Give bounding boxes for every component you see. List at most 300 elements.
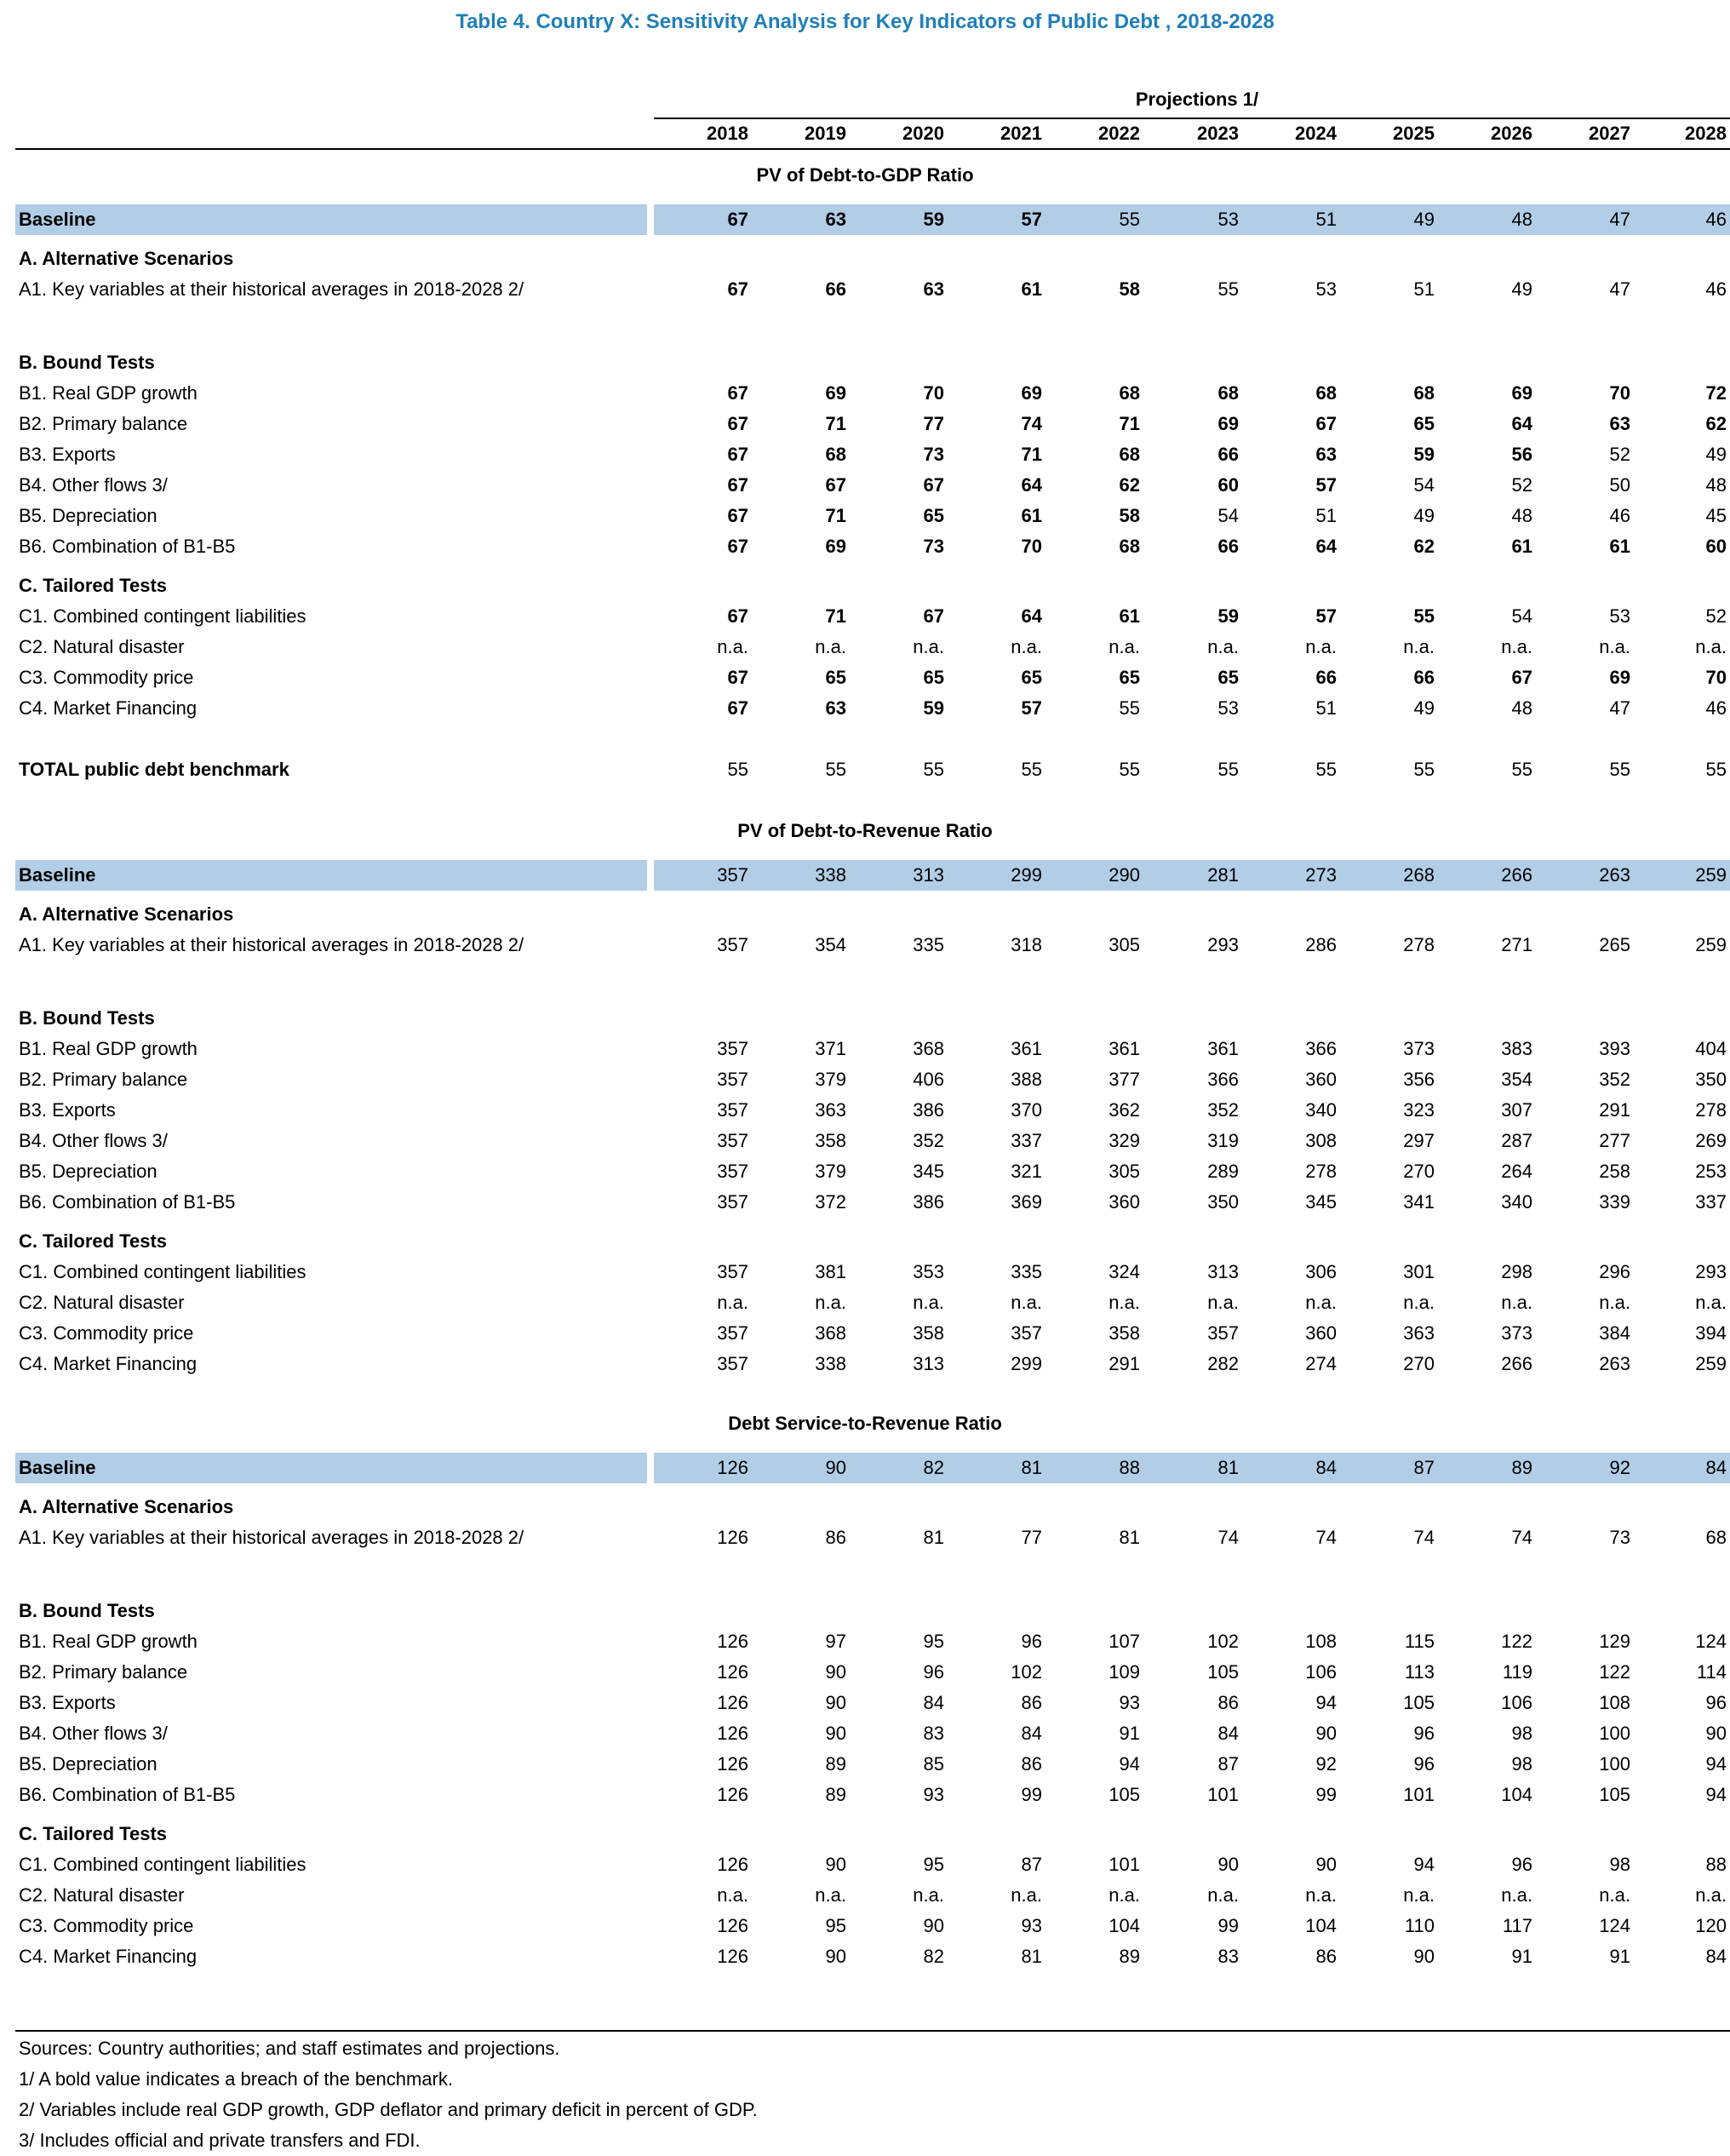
- value-cell-2019: 338: [815, 1353, 846, 1374]
- value-cell-2021: 81: [1021, 1457, 1042, 1478]
- value-cell-2028: n.a.: [1695, 1884, 1727, 1906]
- value-cell-2026: 89: [1511, 1457, 1532, 1478]
- value-cell-2018: 357: [717, 864, 748, 886]
- value-cell-2025: 270: [1403, 1353, 1435, 1374]
- value-cell-2022: 361: [1108, 1038, 1140, 1059]
- value-cell-2019: 90: [825, 1854, 846, 1875]
- value-cell-2024: n.a.: [1305, 636, 1337, 657]
- value-cell-2021: 321: [1011, 1161, 1042, 1182]
- value-cell-2020: 368: [913, 1038, 944, 1059]
- alt-scenario-row: [0, 930, 1730, 960]
- value-cell-2021: 337: [1011, 1130, 1042, 1151]
- value-cell-2028: 46: [1705, 697, 1727, 719]
- value-cell-2018: 357: [717, 934, 748, 955]
- value-cell-2024: 94: [1315, 1692, 1337, 1713]
- value-cell-2026: 266: [1501, 864, 1532, 886]
- value-cell-2019: 354: [815, 934, 846, 955]
- value-cell-2027: 263: [1599, 1353, 1630, 1374]
- value-cell-2026: 122: [1501, 1631, 1532, 1652]
- value-cell-2021: 61: [1021, 278, 1042, 300]
- value-cell-2027: 100: [1599, 1753, 1630, 1775]
- value-cell-2023: 66: [1217, 536, 1239, 557]
- alt-scenario-row: [0, 274, 1730, 305]
- year-header-2023: 2023: [1197, 123, 1239, 144]
- value-cell-2026: n.a.: [1501, 636, 1532, 657]
- value-cell-2018: 67: [727, 209, 748, 230]
- value-cell-2026: 48: [1511, 209, 1532, 230]
- value-cell-2023: n.a.: [1207, 1292, 1239, 1313]
- value-cell-2024: 68: [1315, 382, 1337, 404]
- value-cell-2020: 95: [923, 1631, 944, 1652]
- value-cell-2026: 64: [1511, 413, 1532, 434]
- table-title: Table 4. Country X: Sensitivity Analysis for Key Indicators of Public Debt , 2018-2028: [455, 10, 1275, 33]
- value-cell-2028: 124: [1695, 1631, 1727, 1652]
- value-cell-2020: 65: [923, 667, 944, 688]
- value-cell-2021: 70: [1021, 536, 1042, 557]
- value-cell-2021: 74: [1021, 413, 1042, 434]
- value-cell-2028: 94: [1705, 1784, 1727, 1805]
- value-cell-2018: 357: [717, 1261, 748, 1282]
- value-cell-2020: 90: [923, 1915, 944, 1936]
- value-cell-2021: 77: [1021, 1527, 1042, 1548]
- tailored-tests-header: [0, 1226, 1730, 1257]
- row-label: C3. Commodity price: [19, 667, 194, 688]
- value-cell-2023: 53: [1217, 697, 1239, 719]
- value-cell-2025: 297: [1403, 1130, 1435, 1151]
- value-cell-2026: 106: [1501, 1692, 1532, 1713]
- value-cell-2027: 47: [1609, 209, 1630, 230]
- value-cell-2026: 104: [1501, 1784, 1532, 1805]
- value-cell-2027: 263: [1599, 864, 1630, 886]
- value-cell-2022: 105: [1108, 1784, 1140, 1805]
- value-cell-2028: 96: [1705, 1692, 1727, 1713]
- value-cell-2020: 352: [913, 1130, 944, 1151]
- value-cell-2028: 60: [1705, 536, 1727, 557]
- value-cell-2025: 49: [1413, 697, 1435, 719]
- value-cell-2022: 358: [1108, 1322, 1140, 1344]
- value-cell-2024: 360: [1305, 1322, 1337, 1344]
- bound-test-row: [0, 1780, 1730, 1810]
- row-label: B2. Primary balance: [19, 1661, 188, 1683]
- year-header-2019: 2019: [805, 123, 846, 144]
- value-cell-2019: 358: [815, 1130, 846, 1151]
- value-cell-2021: 69: [1021, 382, 1042, 404]
- row-label: B5. Depreciation: [19, 1161, 158, 1182]
- value-cell-2024: 106: [1305, 1661, 1337, 1683]
- value-cell-2028: 114: [1696, 1661, 1727, 1683]
- value-cell-2020: 77: [923, 413, 944, 434]
- value-cell-2024: 86: [1315, 1946, 1337, 1967]
- value-cell-2018: 67: [727, 413, 748, 434]
- value-cell-2018: 357: [717, 1130, 748, 1151]
- row-label: B6. Combination of B1-B5: [19, 1191, 236, 1213]
- projections-label: Projections 1/: [1135, 89, 1259, 110]
- bound-tests-header-label: B. Bound Tests: [19, 352, 155, 373]
- year-header-2026: 2026: [1491, 123, 1532, 144]
- bound-test-row: [0, 1688, 1730, 1718]
- value-cell-2020: 83: [923, 1723, 944, 1744]
- value-cell-2021: 64: [1021, 605, 1042, 627]
- value-cell-2018: n.a.: [717, 1292, 748, 1313]
- value-cell-2028: 55: [1705, 759, 1727, 780]
- value-cell-2018: 357: [717, 1069, 748, 1090]
- value-cell-2027: n.a.: [1599, 1884, 1630, 1906]
- value-cell-2020: 353: [913, 1261, 944, 1282]
- bound-tests-header: [0, 1596, 1730, 1626]
- value-cell-2021: 71: [1021, 444, 1042, 465]
- value-cell-2020: 55: [923, 759, 944, 780]
- value-cell-2022: 109: [1108, 1661, 1140, 1683]
- value-cell-2026: n.a.: [1501, 1884, 1532, 1906]
- value-cell-2025: 62: [1413, 536, 1435, 557]
- row-label: B6. Combination of B1-B5: [19, 536, 236, 557]
- tailored-test-row: [0, 1257, 1730, 1287]
- row-label: C4. Market Financing: [19, 697, 198, 719]
- tailored-tests-header: [0, 1819, 1730, 1849]
- value-cell-2027: 393: [1599, 1038, 1630, 1059]
- row-label: B6. Combination of B1-B5: [19, 1784, 236, 1805]
- row-label: TOTAL public debt benchmark: [19, 759, 289, 780]
- value-cell-2021: 299: [1011, 864, 1042, 886]
- value-cell-2023: 55: [1217, 759, 1239, 780]
- tailored-tests-header-label: C. Tailored Tests: [19, 1230, 168, 1252]
- value-cell-2021: 57: [1021, 209, 1042, 230]
- value-cell-2022: 305: [1108, 1161, 1140, 1182]
- row-label: C3. Commodity price: [19, 1915, 194, 1936]
- section-title-3: Debt Service-to-Revenue Ratio: [728, 1413, 1002, 1434]
- value-cell-2025: 51: [1413, 278, 1435, 300]
- value-cell-2019: 71: [825, 505, 846, 526]
- value-cell-2028: 337: [1695, 1191, 1727, 1213]
- bound-test-row: [0, 501, 1730, 531]
- value-cell-2028: 120: [1695, 1915, 1727, 1936]
- row-label: B2. Primary balance: [19, 1069, 188, 1090]
- value-cell-2028: 68: [1705, 1527, 1727, 1548]
- row-label: Baseline: [19, 1457, 96, 1478]
- value-cell-2026: 340: [1501, 1191, 1532, 1213]
- value-cell-2022: 360: [1108, 1191, 1140, 1213]
- tailored-test-row: [0, 1880, 1730, 1911]
- row-label: C2. Natural disaster: [19, 1292, 185, 1313]
- value-cell-2021: 87: [1021, 1854, 1042, 1875]
- value-cell-2019: 68: [825, 444, 846, 465]
- value-cell-2022: 68: [1119, 536, 1140, 557]
- value-cell-2019: 71: [825, 413, 846, 434]
- value-cell-2026: 52: [1511, 474, 1532, 496]
- value-cell-2028: 46: [1705, 278, 1727, 300]
- year-header-2022: 2022: [1098, 123, 1140, 144]
- value-cell-2023: 53: [1217, 209, 1239, 230]
- value-cell-2025: 74: [1413, 1527, 1435, 1548]
- value-cell-2025: 96: [1413, 1723, 1435, 1744]
- value-cell-2021: 55: [1021, 759, 1042, 780]
- value-cell-2022: 61: [1119, 605, 1140, 627]
- value-cell-2028: 293: [1695, 1261, 1727, 1282]
- value-cell-2028: 259: [1695, 1353, 1727, 1374]
- value-cell-2027: 70: [1609, 382, 1630, 404]
- value-cell-2027: 124: [1599, 1915, 1630, 1936]
- value-cell-2020: n.a.: [913, 1292, 944, 1313]
- value-cell-2023: 99: [1217, 1915, 1239, 1936]
- value-cell-2022: 88: [1119, 1457, 1140, 1478]
- value-cell-2023: n.a.: [1207, 1884, 1239, 1906]
- value-cell-2026: 354: [1501, 1069, 1532, 1090]
- value-cell-2026: 298: [1501, 1261, 1532, 1282]
- value-cell-2027: 52: [1609, 444, 1630, 465]
- value-cell-2028: 404: [1695, 1038, 1727, 1059]
- value-cell-2026: 55: [1511, 759, 1532, 780]
- value-cell-2025: 341: [1403, 1191, 1435, 1213]
- baseline-row: [0, 204, 1730, 235]
- value-cell-2027: 47: [1609, 278, 1630, 300]
- year-header-2024: 2024: [1295, 123, 1337, 144]
- tailored-test-row: [0, 662, 1730, 693]
- bound-test-row: [0, 470, 1730, 501]
- value-cell-2021: n.a.: [1011, 1884, 1042, 1906]
- row-label: B5. Depreciation: [19, 505, 158, 526]
- value-cell-2026: 373: [1501, 1322, 1532, 1344]
- tailored-test-row: [0, 1849, 1730, 1880]
- value-cell-2026: 266: [1501, 1353, 1532, 1374]
- value-cell-2018: 357: [717, 1353, 748, 1374]
- value-cell-2021: 65: [1021, 667, 1042, 688]
- bound-test-row: [0, 439, 1730, 470]
- value-cell-2027: 258: [1599, 1161, 1630, 1182]
- alt-scenarios-header: [0, 1492, 1730, 1522]
- value-cell-2018: 357: [717, 1038, 748, 1059]
- value-cell-2028: 94: [1705, 1753, 1727, 1775]
- value-cell-2018: 126: [717, 1753, 748, 1775]
- value-cell-2024: 51: [1315, 209, 1337, 230]
- value-cell-2019: 67: [825, 474, 846, 496]
- value-cell-2020: 335: [913, 934, 944, 955]
- value-cell-2027: 291: [1599, 1099, 1630, 1121]
- value-cell-2025: n.a.: [1403, 1292, 1435, 1313]
- value-cell-2019: n.a.: [815, 1292, 846, 1313]
- value-cell-2023: 55: [1217, 278, 1239, 300]
- value-cell-2020: 81: [923, 1527, 944, 1548]
- value-cell-2023: 102: [1207, 1631, 1239, 1652]
- value-cell-2026: n.a.: [1501, 1292, 1532, 1313]
- notes-divider: [15, 2030, 1730, 2032]
- value-cell-2021: 335: [1011, 1261, 1042, 1282]
- value-cell-2022: 305: [1108, 934, 1140, 955]
- row-label: A1. Key variables at their historical averages in 2018-2028 2/: [19, 934, 524, 955]
- value-cell-2027: 73: [1609, 1527, 1630, 1548]
- value-cell-2019: 63: [825, 697, 846, 719]
- value-cell-2024: 286: [1305, 934, 1337, 955]
- value-cell-2019: 90: [825, 1457, 846, 1478]
- value-cell-2020: 313: [913, 864, 944, 886]
- value-cell-2025: 356: [1403, 1069, 1435, 1090]
- value-cell-2019: 90: [825, 1946, 846, 1967]
- value-cell-2027: 277: [1599, 1130, 1630, 1151]
- value-cell-2018: 126: [717, 1457, 748, 1478]
- value-cell-2025: 90: [1413, 1946, 1435, 1967]
- benchmark-row: [0, 754, 1730, 785]
- value-cell-2022: 291: [1108, 1353, 1140, 1374]
- value-cell-2022: 55: [1119, 209, 1140, 230]
- value-cell-2023: 74: [1217, 1527, 1239, 1548]
- alt-scenario-row: [0, 1522, 1730, 1553]
- bound-test-row: [0, 1657, 1730, 1688]
- row-label: C2. Natural disaster: [19, 1884, 185, 1906]
- bound-tests-header-label: B. Bound Tests: [19, 1600, 155, 1621]
- value-cell-2027: 265: [1599, 934, 1630, 955]
- tailored-test-row: [0, 1911, 1730, 1941]
- value-cell-2027: 91: [1609, 1946, 1630, 1967]
- year-header-2020: 2020: [902, 123, 944, 144]
- row-label: B3. Exports: [19, 444, 116, 465]
- bound-test-row: [0, 1187, 1730, 1218]
- value-cell-2021: 318: [1011, 934, 1042, 955]
- year-header-2021: 2021: [1000, 123, 1042, 144]
- value-cell-2026: 287: [1501, 1130, 1532, 1151]
- bound-test-row: [0, 409, 1730, 439]
- value-cell-2018: 67: [727, 474, 748, 496]
- value-cell-2022: 324: [1108, 1261, 1140, 1282]
- tailored-test-row: [0, 1318, 1730, 1349]
- value-cell-2019: n.a.: [815, 636, 846, 657]
- row-label: B5. Depreciation: [19, 1753, 158, 1775]
- value-cell-2018: 126: [717, 1527, 748, 1548]
- value-cell-2018: 126: [717, 1915, 748, 1936]
- value-cell-2028: 253: [1695, 1161, 1727, 1182]
- value-cell-2019: 372: [815, 1191, 846, 1213]
- bound-test-row: [0, 1095, 1730, 1126]
- value-cell-2024: 51: [1315, 505, 1337, 526]
- value-cell-2021: 93: [1021, 1915, 1042, 1936]
- header-divider-bottom: [15, 148, 1730, 150]
- value-cell-2023: 282: [1207, 1353, 1239, 1374]
- value-cell-2019: 90: [825, 1723, 846, 1744]
- value-cell-2024: 67: [1315, 413, 1337, 434]
- value-cell-2021: 96: [1021, 1631, 1042, 1652]
- value-cell-2027: 352: [1599, 1069, 1630, 1090]
- bound-test-row: [0, 1126, 1730, 1156]
- value-cell-2024: n.a.: [1305, 1292, 1337, 1313]
- value-cell-2019: 69: [825, 382, 846, 404]
- value-cell-2018: 126: [717, 1723, 748, 1744]
- value-cell-2026: 117: [1502, 1915, 1532, 1936]
- value-cell-2023: 83: [1217, 1946, 1239, 1967]
- value-cell-2026: 61: [1511, 536, 1532, 557]
- value-cell-2025: 66: [1413, 667, 1435, 688]
- value-cell-2022: n.a.: [1108, 636, 1140, 657]
- value-cell-2023: 319: [1207, 1130, 1239, 1151]
- value-cell-2018: 67: [727, 605, 748, 627]
- row-label: C1. Combined contingent liabilities: [19, 1854, 306, 1875]
- bound-test-row: [0, 1156, 1730, 1187]
- value-cell-2026: 383: [1501, 1038, 1532, 1059]
- value-cell-2024: 53: [1315, 278, 1337, 300]
- value-cell-2028: 72: [1705, 382, 1727, 404]
- value-cell-2018: 67: [727, 505, 748, 526]
- value-cell-2026: 48: [1511, 697, 1532, 719]
- value-cell-2022: 62: [1119, 474, 1140, 496]
- value-cell-2023: 289: [1207, 1161, 1239, 1182]
- baseline-row: [0, 1453, 1730, 1483]
- row-label: B2. Primary balance: [19, 413, 188, 434]
- value-cell-2027: 339: [1599, 1191, 1630, 1213]
- value-cell-2021: 86: [1021, 1753, 1042, 1775]
- value-cell-2018: 67: [727, 444, 748, 465]
- value-cell-2028: 84: [1705, 1946, 1727, 1967]
- value-cell-2023: 361: [1207, 1038, 1239, 1059]
- row-label: B4. Other flows 3/: [19, 1130, 168, 1151]
- value-cell-2023: 86: [1217, 1692, 1239, 1713]
- value-cell-2028: 70: [1705, 667, 1727, 688]
- value-cell-2020: 82: [923, 1946, 944, 1967]
- baseline-highlight-label: [15, 204, 647, 235]
- alt-scenarios-header-label: A. Alternative Scenarios: [19, 1496, 234, 1517]
- tailored-tests-header-label: C. Tailored Tests: [19, 1823, 168, 1844]
- value-cell-2024: 99: [1315, 1784, 1337, 1805]
- footnote: Sources: Country authorities; and staff estimates and projections.: [19, 2038, 560, 2059]
- value-cell-2021: 370: [1011, 1099, 1042, 1121]
- value-cell-2028: n.a.: [1695, 1292, 1727, 1313]
- value-cell-2020: 73: [923, 444, 944, 465]
- value-cell-2027: 100: [1599, 1723, 1630, 1744]
- value-cell-2023: 313: [1207, 1261, 1239, 1282]
- row-label: B1. Real GDP growth: [19, 382, 198, 404]
- value-cell-2023: 101: [1207, 1784, 1239, 1805]
- value-cell-2019: 95: [825, 1915, 846, 1936]
- row-label: Baseline: [19, 864, 96, 886]
- value-cell-2019: 379: [815, 1161, 846, 1182]
- value-cell-2021: 57: [1021, 697, 1042, 719]
- value-cell-2022: 93: [1119, 1692, 1140, 1713]
- value-cell-2028: 269: [1695, 1130, 1727, 1151]
- value-cell-2023: 87: [1217, 1753, 1239, 1775]
- value-cell-2028: 278: [1695, 1099, 1727, 1121]
- value-cell-2019: 66: [825, 278, 846, 300]
- footnote: 2/ Variables include real GDP growth, GDP deflator and primary deficit in percent of GDP.: [19, 2099, 758, 2120]
- value-cell-2022: 101: [1108, 1854, 1140, 1875]
- value-cell-2026: 271: [1501, 934, 1532, 955]
- value-cell-2019: 63: [825, 209, 846, 230]
- value-cell-2019: 338: [815, 864, 846, 886]
- value-cell-2023: 366: [1207, 1069, 1239, 1090]
- value-cell-2024: 57: [1315, 605, 1337, 627]
- value-cell-2022: 91: [1119, 1723, 1140, 1744]
- value-cell-2020: 345: [913, 1161, 944, 1182]
- value-cell-2018: 357: [717, 1099, 748, 1121]
- tailored-test-row: [0, 693, 1730, 724]
- value-cell-2019: 55: [825, 759, 846, 780]
- tailored-test-row: [0, 1349, 1730, 1379]
- value-cell-2024: 66: [1315, 667, 1337, 688]
- value-cell-2023: n.a.: [1207, 636, 1239, 657]
- value-cell-2025: 55: [1413, 605, 1435, 627]
- baseline-highlight-label: [15, 1453, 647, 1483]
- value-cell-2022: 68: [1119, 444, 1140, 465]
- value-cell-2020: 313: [913, 1353, 944, 1374]
- value-cell-2024: 63: [1315, 444, 1337, 465]
- value-cell-2023: 350: [1207, 1191, 1239, 1213]
- value-cell-2020: 84: [923, 1692, 944, 1713]
- value-cell-2022: 329: [1108, 1130, 1140, 1151]
- value-cell-2028: 259: [1695, 864, 1727, 886]
- bound-tests-header-label: B. Bound Tests: [19, 1007, 155, 1029]
- bound-test-row: [0, 1034, 1730, 1064]
- value-cell-2022: n.a.: [1108, 1292, 1140, 1313]
- value-cell-2026: 54: [1511, 605, 1532, 627]
- value-cell-2025: 65: [1413, 413, 1435, 434]
- value-cell-2018: 126: [717, 1631, 748, 1652]
- value-cell-2021: 388: [1011, 1069, 1042, 1090]
- value-cell-2018: 126: [717, 1784, 748, 1805]
